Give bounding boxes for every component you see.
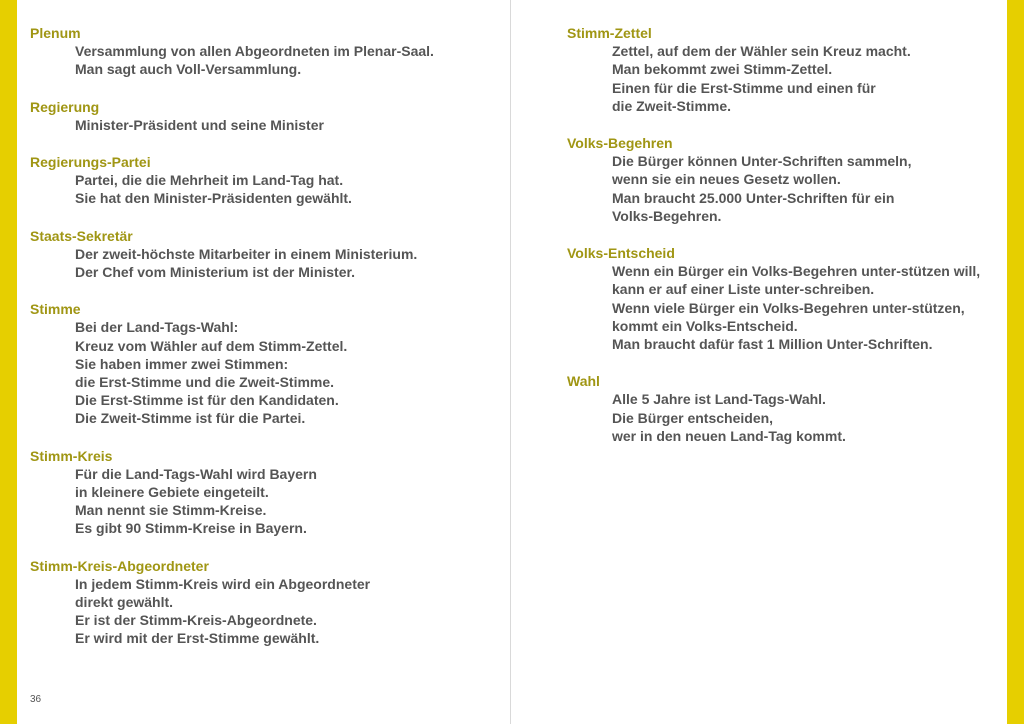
definition-line: Man braucht 25.000 Unter-Schriften für ein	[612, 189, 895, 206]
glossary-entry	[30, 300, 500, 427]
definition-line: Minister-Präsident und seine Minister	[75, 116, 324, 133]
definition-line: kommt ein Volks-Entscheid.	[612, 317, 798, 334]
page-fold	[510, 0, 511, 724]
definition-line: Man nennt sie Stimm-Kreise.	[75, 502, 267, 519]
glossary-term: Stimme	[30, 301, 81, 318]
glossary-entry	[567, 134, 997, 225]
definition-line: die Erst-Stimme und die Zweit-Stimme.	[75, 374, 335, 391]
glossary-entry	[30, 98, 500, 134]
definition-line: Partei, die die Mehrheit im Land-Tag hat.	[75, 172, 344, 189]
definition-line: Es gibt 90 Stimm-Kreise in Bayern.	[75, 520, 307, 537]
glossary-entry	[30, 447, 500, 538]
definition-line: die Zweit-Stimme.	[612, 97, 732, 114]
glossary-definition	[30, 465, 500, 538]
definition-line: Die Bürger entscheiden,	[612, 409, 774, 426]
glossary-entry	[30, 557, 500, 648]
right-accent-bar	[1007, 0, 1024, 724]
definition-line: in kleinere Gebiete eingeteilt.	[75, 484, 269, 501]
glossary-entry	[30, 153, 500, 208]
page-number: 36	[30, 694, 42, 705]
definition-line: Man bekommt zwei Stimm-Zettel.	[612, 61, 833, 78]
definition-line: Zettel, auf dem der Wähler sein Kreuz macht.	[612, 43, 911, 60]
glossary-entry	[30, 24, 500, 79]
left-page-glossary	[30, 24, 500, 667]
glossary-definition	[30, 318, 500, 427]
glossary-definition	[567, 42, 997, 115]
glossary-definition	[30, 42, 500, 78]
glossary-term: Wahl	[567, 373, 600, 390]
glossary-definition	[30, 171, 500, 207]
definition-line: Der Chef vom Ministerium ist der Minister.	[75, 264, 356, 281]
glossary-definition	[567, 152, 997, 225]
definition-line: Er wird mit der Erst-Stimme gewählt.	[75, 630, 320, 647]
definition-line: wer in den neuen Land-Tag kommt.	[612, 427, 846, 444]
left-accent-bar	[0, 0, 17, 724]
definition-line: Alle 5 Jahre ist Land-Tags-Wahl.	[612, 391, 826, 408]
definition-line: Der zweit-höchste Mitarbeiter in einem Ministerium.	[75, 245, 418, 262]
glossary-definition	[567, 262, 997, 353]
definition-line: Einen für die Erst-Stimme und einen für	[612, 79, 876, 96]
glossary-term: Stimm-Kreis-Abgeordneter	[30, 557, 209, 574]
definition-line: Er ist der Stimm-Kreis-Abgeordnete.	[75, 612, 317, 629]
definition-line: Wenn viele Bürger ein Volks-Begehren unter-stützen,	[612, 299, 965, 316]
glossary-term: Volks-Begehren	[567, 135, 673, 152]
definition-line: Die Zweit-Stimme ist für die Partei.	[75, 410, 306, 427]
glossary-term: Staats-Sekretär	[30, 227, 133, 244]
glossary-term: Volks-Entscheid	[567, 245, 675, 262]
glossary-entry	[567, 244, 997, 353]
glossary-term: Regierung	[30, 98, 100, 115]
definition-line: direkt gewählt.	[75, 594, 174, 611]
definition-line: Wenn ein Bürger ein Volks-Begehren unter-stützen will,	[612, 263, 981, 280]
definition-line: Man braucht dafür fast 1 Million Unter-Schriften.	[612, 336, 933, 353]
glossary-term: Plenum	[30, 25, 81, 41]
definition-line: Kreuz vom Wähler auf dem Stimm-Zettel.	[75, 337, 348, 354]
definition-line: Versammlung von allen Abgeordneten im Plenar-Saal.	[75, 43, 434, 60]
glossary-term: Regierungs-Partei	[30, 154, 151, 171]
definition-line: Volks-Begehren.	[612, 207, 722, 224]
definition-line: Die Bürger können Unter-Schriften sammeln,	[612, 153, 912, 170]
glossary-entry	[567, 372, 997, 445]
glossary-entry	[567, 24, 997, 115]
glossary-definition	[30, 116, 500, 134]
definition-line: kann er auf einer Liste unter-schreiben.	[612, 281, 875, 298]
definition-line: wenn sie ein neues Gesetz wollen.	[612, 171, 841, 188]
glossary-term: Stimm-Zettel	[567, 25, 652, 41]
glossary-definition	[30, 245, 500, 281]
definition-line: Die Erst-Stimme ist für den Kandidaten.	[75, 392, 339, 409]
definition-line: Sie hat den Minister-Präsidenten gewählt.	[75, 190, 352, 207]
glossary-entry	[30, 227, 500, 282]
glossary-definition	[567, 390, 997, 445]
glossary-term: Stimm-Kreis	[30, 447, 113, 464]
glossary-definition	[30, 575, 500, 648]
right-page-glossary	[567, 24, 997, 464]
definition-line: In jedem Stimm-Kreis wird ein Abgeordneter	[75, 575, 371, 592]
definition-line: Bei der Land-Tags-Wahl:	[75, 319, 239, 336]
definition-line: Sie haben immer zwei Stimmen:	[75, 355, 289, 372]
definition-line: Für die Land-Tags-Wahl wird Bayern	[75, 465, 317, 482]
definition-line: Man sagt auch Voll-Versammlung.	[75, 61, 302, 78]
